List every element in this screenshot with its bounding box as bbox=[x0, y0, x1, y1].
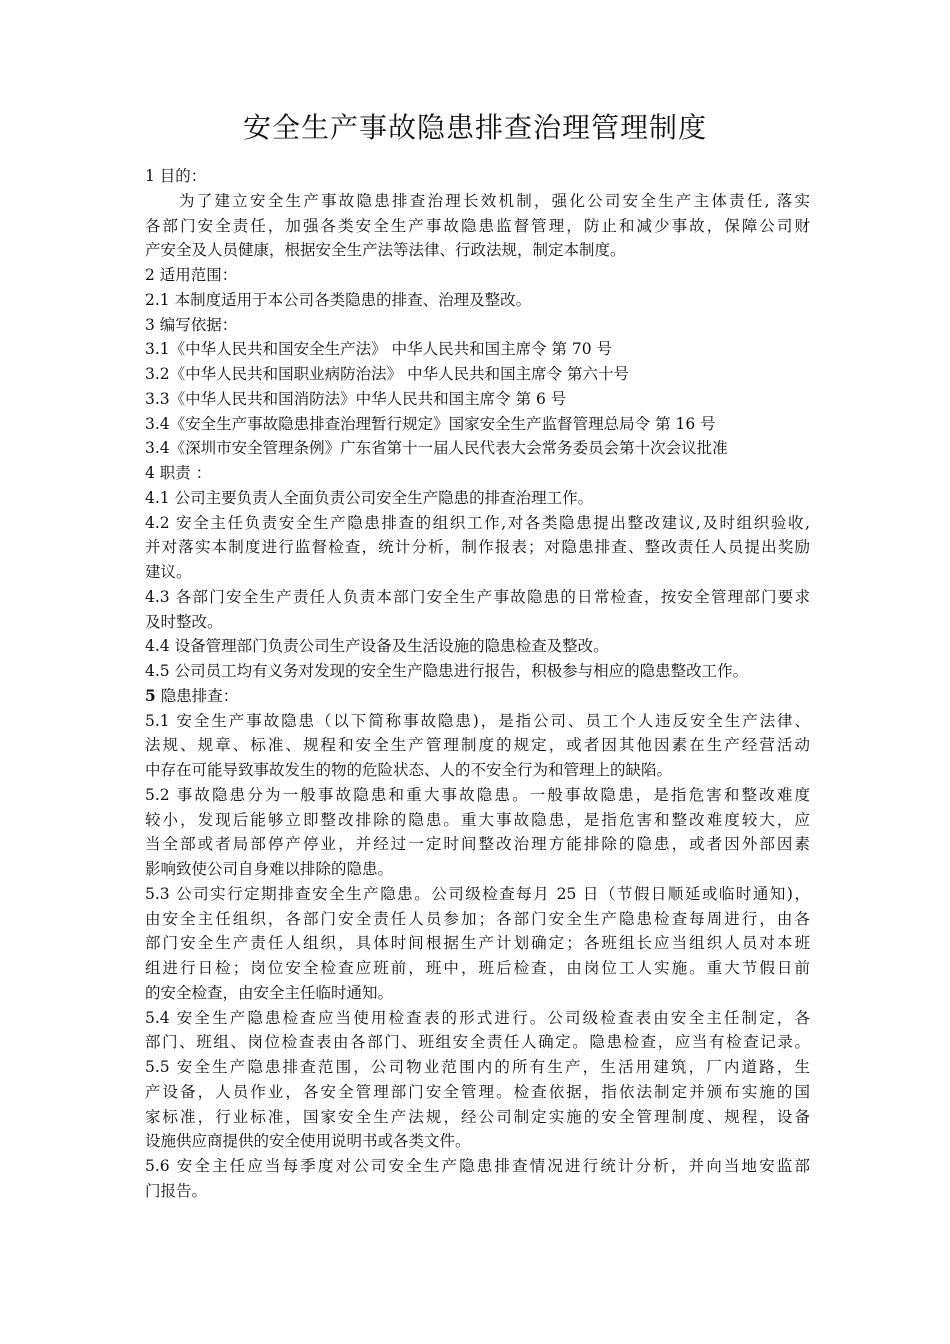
document-line: 5.1 安全生产事故隐患（以下简称事故隐患)，是指公司、员工个人违反安全生产法律、 bbox=[145, 711, 810, 730]
document-line: 门报告。 bbox=[145, 1181, 208, 1200]
document-line: 的安全检查，由安全主任临时通知。 bbox=[145, 983, 394, 1002]
document-line: 2 适用范围： bbox=[145, 266, 238, 284]
document-body bbox=[145, 164, 810, 1204]
document-line: 3.4《安全生产事故隐患排查治理暂行规定》国家安全生产监督管理总局令 第 16 号 bbox=[145, 414, 716, 433]
document-line: 部门安全生产责任人组织，具体时间根据生产计划确定；各班组长应当组织人员对本班 bbox=[145, 934, 810, 953]
document-line: 及时整改。 bbox=[145, 612, 223, 631]
document-line: 3 编写依据： bbox=[145, 315, 238, 334]
document-line: 3.1《中华人民共和国安全生产法》 中华人民共和国主席令 第 70 号 bbox=[145, 340, 613, 359]
document-line: 5.6 安全主任应当每季度对公司安全生产隐患排查情况进行统计分析，并向当地安监部 bbox=[145, 1157, 810, 1175]
document-line: 法规、规章、标准、规程和安全生产管理制度的规定，或者因其他因素在生产经营活动 bbox=[145, 736, 810, 755]
document-line: 1 目的： bbox=[145, 167, 207, 185]
document-line: 3.3《中华人民共和国消防法》中华人民共和国主席令 第 6 号 bbox=[145, 389, 567, 408]
document-line: 当全部或者局部停产停业，并经过一定时间整改治理方能排除的隐患，或者因外部因素 bbox=[145, 835, 810, 854]
document-line: 为了建立安全生产事故隐患排查治理长效机制，强化公司安全生产主体责任, 落实 bbox=[179, 191, 810, 210]
document-line: 影响致使公司自身难以排除的隐患。 bbox=[145, 860, 394, 878]
document-line: 组进行日检；岗位安全检查应班前，班中，班后检查，由岗位工人实施。重大节假日前 bbox=[145, 959, 810, 977]
document-line: 并对落实本制度进行监督检查，统计分析，制作报表；对隐患排查、整改责任人员提出奖励 bbox=[145, 538, 810, 557]
document-line: 5.4 安全生产隐患检查应当使用检查表的形式进行。公司级检查表由安全主任制定，各 bbox=[145, 1008, 810, 1027]
document-line: 部门、班组、岗位检查表由各部门、班组安全责任人确定。隐患检查，应当有检查记录。 bbox=[145, 1033, 810, 1052]
document-line: 3.4《深圳市安全管理条例》广东省第十一届人民代表大会常务委员会第十次会议批准 bbox=[145, 439, 728, 458]
document-line: 产安全及人员健康，根据安全生产法等法律、行政法规，制定本制度。 bbox=[145, 241, 626, 260]
document-line: 设施供应商提供的安全使用说明书或各类文件。 bbox=[145, 1132, 471, 1151]
document-line: 较小，发现后能够立即整改排除的隐患。重大事故隐患，是指危害和整改难度较大，应 bbox=[145, 810, 810, 829]
document-line: 5 隐患排查： bbox=[145, 685, 239, 705]
document-line: 中存在可能导致事故发生的物的危险状态、人的不安全行为和管理上的缺陷。 bbox=[145, 761, 673, 779]
document-line: 建议。 bbox=[145, 563, 192, 581]
document-line: 4.4 设备管理部门负责公司生产设备及生活设施的隐患检查及整改。 bbox=[145, 637, 609, 656]
document-line: 5.5 安全生产隐患排查范围，公司物业范围内的所有生产，生活用建筑，厂内道路，生 bbox=[145, 1058, 810, 1076]
document-line: 由安全主任组织，各部门安全责任人员参加；各部门安全生产隐患检查每周进行，由各 bbox=[145, 909, 810, 928]
document-line: 5.2 事故隐患分为一般事故隐患和重大事故隐患。一般事故隐患，是指危害和整改难度 bbox=[145, 785, 810, 804]
document-line: 4.1 公司主要负责人全面负责公司安全生产隐患的排查治理工作。 bbox=[145, 488, 594, 507]
document-line: 家标准，行业标准，国家安全生产法规，经公司制定实施的安全管理制度、规程，设备 bbox=[145, 1107, 810, 1126]
document-line: 各部门安全责任，加强各类安全生产事故隐患监督管理，防止和减少事故，保障公司财 bbox=[145, 216, 810, 235]
document-line: 3.2《中华人民共和国职业病防治法》 中华人民共和国主席令 第六十号 bbox=[145, 365, 630, 383]
document-line: 4.3 各部门安全生产责任人负责本部门安全生产事故隐患的日常检查，按安全管理部门要求 bbox=[145, 587, 810, 606]
document-line: 4.2 安全主任负责安全生产隐患排查的组织工作,对各类隐患提出整改建议,及时组织验收, bbox=[145, 513, 810, 532]
document-line: 产设备，人员作业，各安全管理部门安全管理。检查依据，指依法制定并颁布实施的国 bbox=[145, 1082, 810, 1101]
document-line: 5.3 公司实行定期排查安全生产隐患。公司级检查每月 25 日（节假日顺延或临时通知)， bbox=[145, 884, 810, 903]
document-title: 安全生产事故隐患排查治理管理制度 bbox=[242, 111, 707, 144]
document-line: 4 职责 ： bbox=[145, 464, 212, 482]
document-line: 2.1 本制度适用于本公司各类隐患的排查、治理及整改。 bbox=[145, 290, 532, 309]
document-line: 4.5 公司员工均有义务对发现的安全生产隐患进行报告，积极参与相应的隐患整改工作。 bbox=[145, 662, 749, 680]
